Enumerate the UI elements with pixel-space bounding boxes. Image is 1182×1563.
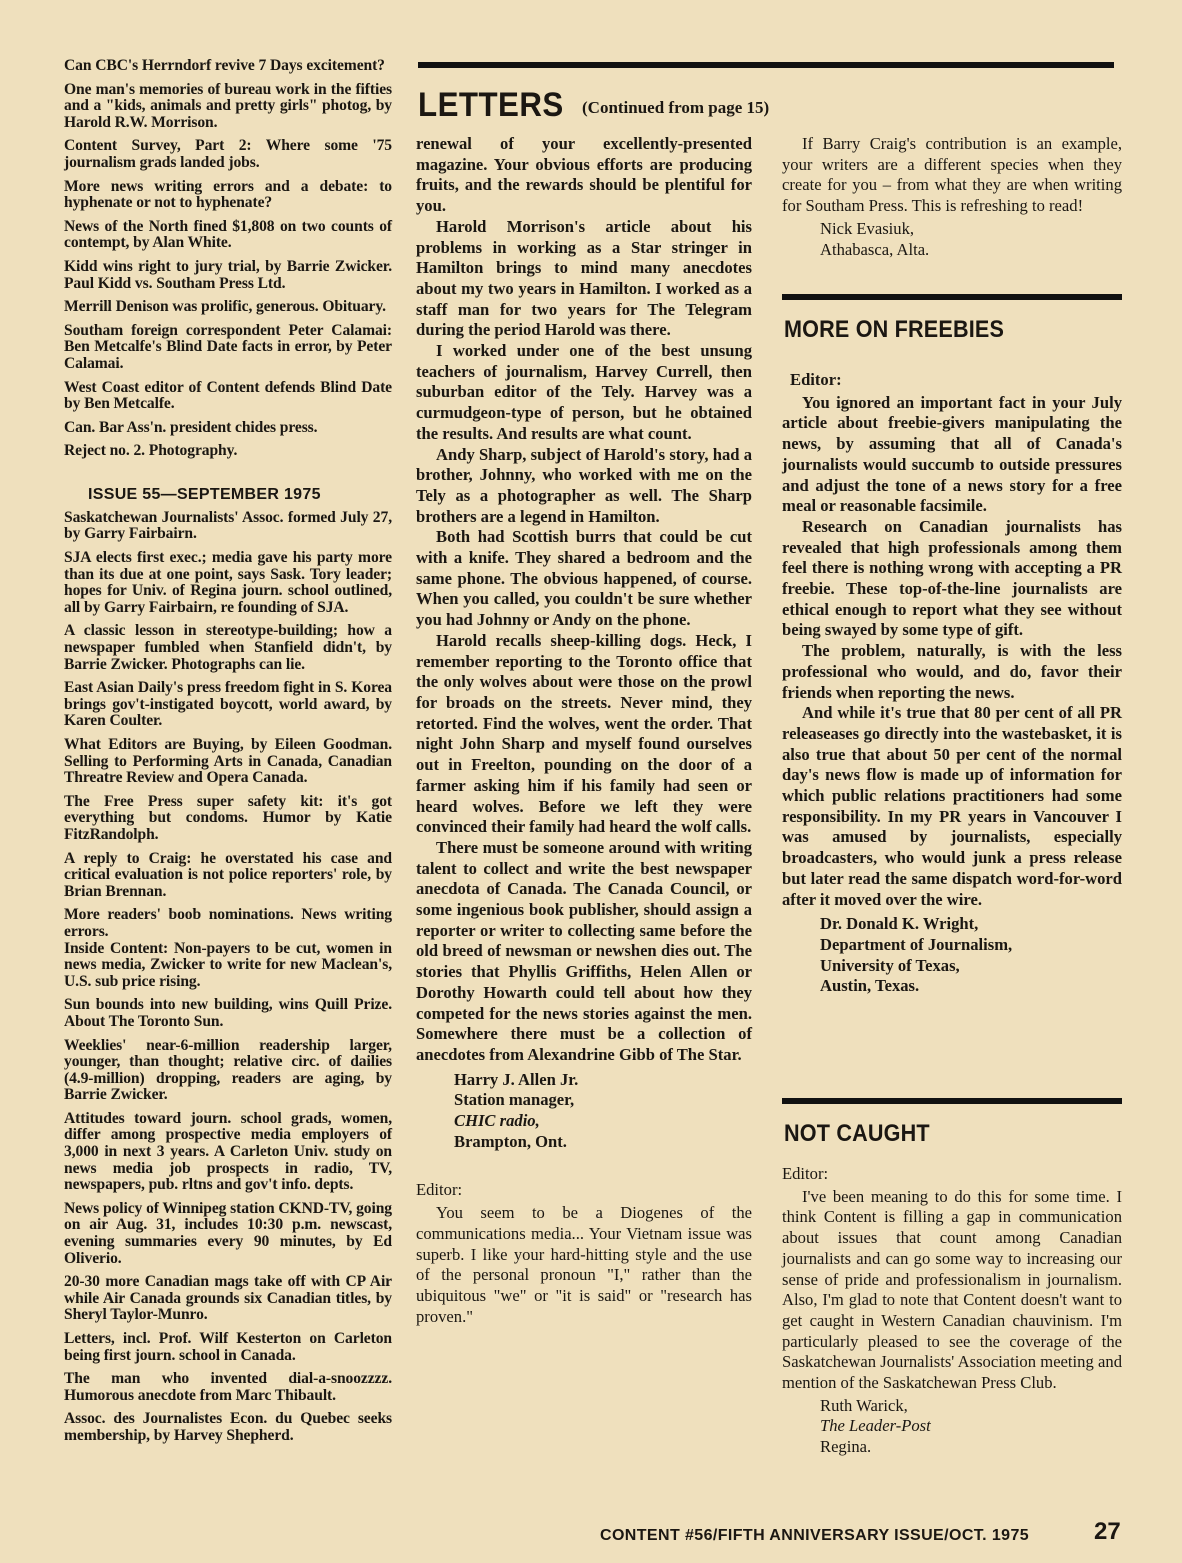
index-item: More news writing errors and a debate: to hyphenate or not to hyphenate? bbox=[64, 177, 392, 212]
index-item: Inside Content: Non-payers to be cut, women in news media, Zwicker to write for new Maclean's, U.S. sub price rising. bbox=[64, 939, 392, 990]
letter-paragraph: renewal of your excellently-presented magazine. Your obvious efforts are producing fruits, and the rewards should be plentiful for you. bbox=[416, 134, 752, 216]
letter-paragraph: And while it's true that 80 per cent of all PR releaseases go directly into the wastebasket, it is also true that about 50 per cent of the normal day's news flow is made up of information for which public relations practitioners had some responsibility. In my PR years in Vancouver I was amused by journalists, especially broadcasters, who would junk a press release but later read the same dispatch word-for-word after it moved over the wire. bbox=[782, 703, 1122, 909]
not-caught-rule bbox=[782, 1098, 1122, 1104]
letter-paragraph: The problem, naturally, is with the less professional who would, and do, favor their friends when reporting the news. bbox=[782, 641, 1122, 702]
index-item: Can. Bar Ass'n. president chides press. bbox=[64, 418, 318, 436]
signature-line: CHIC radio, bbox=[454, 1111, 540, 1131]
index-item: Content Survey, Part 2: Where some '75 journalism grads landed jobs. bbox=[64, 137, 392, 171]
index-item: SJA elects first exec.; media gave his party more than its due at one point, says Sask. Tory leader; hopes for Univ. of Regina journ. school outlined, all by Garry Fairbairn, re founding of SJA. bbox=[64, 549, 392, 616]
page-footer: CONTENT #56/FIFTH ANNIVERSARY ISSUE/OCT. 1975 bbox=[600, 1527, 1030, 1544]
letter-paragraph: You seem to be a Diogenes of the communications media... Your Vietnam issue was superb. I like your hard-hitting style and the use of the personal pronoun "I," rather than the ubiquitous "we" or "it is said" or "research has proven." bbox=[416, 1203, 752, 1326]
index-item: Sun bounds into new building, wins Quill Prize. About The Toronto Sun. bbox=[64, 996, 392, 1030]
signature-line: The Leader-Post bbox=[820, 1416, 931, 1436]
index-item: Southam foreign correspondent Peter Calamai: Ben Metcalfe's Blind Date facts in error, by Peter Calamai. bbox=[64, 321, 392, 372]
signature-line: Dr. Donald K. Wright, bbox=[820, 914, 979, 934]
letter-paragraph: If Barry Craig's contribution is an example, your writers are a different species when they create for you – from what they are when writing for Southam Press. This is refreshing to read! bbox=[782, 134, 1122, 216]
index-item: The Free Press super safety kit: it's got everything but condoms. Humor by Katie FitzRandolph. bbox=[64, 792, 392, 843]
index-item: Reject no. 2. Photography. bbox=[64, 442, 238, 460]
letters-top-rule bbox=[418, 62, 1114, 68]
letter-paragraph: Andy Sharp, subject of Harold's story, had a brother, Johnny, who worked with me on the Tely as a photographer as well. The Sharp brothers are a legend in Hamilton. bbox=[416, 444, 752, 526]
signature-allen bbox=[454, 1070, 752, 1153]
letter-paragraph: Both had Scottish burrs that could be cut with a knife. They shared a bedroom and the same phone. The obvious happened, of course. When you called, you couldn't be sure whether you had Johnny or Andy on the phone. bbox=[416, 527, 752, 630]
signature-line: Brampton, Ont. bbox=[454, 1131, 567, 1151]
letters-middle-column bbox=[416, 134, 752, 1327]
letter-paragraph: Harold recalls sheep-killing dogs. Heck, I remember reporting to the Toronto office that the only wolves about were those on the prowl for broads on the streets. Never mind, they retorted. Find the wolves, went the order. That night John Sharp and myself found ourselves out in Freelton, pounding on the door of a farmer asking him if his family had seen or heard wolves. Before we left they were convinced their family had heard the wolf calls. bbox=[416, 630, 752, 837]
index-item: A reply to Craig: he overstated his case and critical evaluation is not police reporters' role, by Brian Brennan. bbox=[64, 849, 392, 900]
index-item: Weeklies' near-6-million readership larger, younger, than thought; relative circ. of dailies (4.9-million) dropping, readers are aging, by Barrie Zwicker. bbox=[64, 1036, 392, 1104]
letter-paragraph: I've been meaning to do this for some time. I think Content is filling a gap in communication about issues that count among Canadian journalists and can go some way to increasing our sense of pride and professionalism in journalism. Also, I'm glad to note that Content doesn't want to get caught in Western Canadian chauvinism. I'm particularly pleased to see the coverage of the Saskatchewan Journalists' Association meeting and mention of the Saskatchewan Press Club. bbox=[782, 1186, 1122, 1393]
index-item: Assoc. des Journalistes Econ. du Quebec seeks membership, by Harvey Shepherd. bbox=[64, 1410, 392, 1444]
index-item: A classic lesson in stereotype-building; how a newspaper fumbled when Stanfield didn't, by Barrie Zwicker. Photographs can lie. bbox=[64, 622, 392, 673]
signature-line: Nick Evasiuk, bbox=[820, 218, 915, 238]
editor-label: Editor: bbox=[782, 1164, 829, 1183]
index-item: More readers' boob nominations. News writing errors. bbox=[64, 906, 392, 940]
index-item: Can CBC's Herrndorf revive 7 Days excitement? bbox=[64, 57, 385, 74]
index-item: The man who invented dial-a-snoozzzz. Humorous anecdote from Marc Thibault. bbox=[64, 1370, 392, 1404]
index-item: One man's memories of bureau work in the fifties and a "kids, animals and pretty girls" photog, by Harold R.W. Morrison. bbox=[64, 80, 392, 131]
letter-paragraph: Research on Canadian journalists has revealed that high professionals among them feel there is nothing wrong with accepting a PR freebie. These top-of-the-line journalists are ethical enough to report what they see without being swayed by some type of gift. bbox=[782, 516, 1122, 640]
signature-line: Austin, Texas. bbox=[820, 976, 920, 996]
signature-warick bbox=[820, 1396, 1122, 1458]
signature-line: Athabasca, Alta. bbox=[820, 239, 930, 259]
freebies-title: MORE ON FREEBIES bbox=[784, 316, 1005, 343]
index-item: Saskatchewan Journalists' Assoc. formed July 27, by Garry Fairbairn. bbox=[64, 508, 392, 543]
index-item: East Asian Daily's press freedom fight in S. Korea brings gov't-instigated boycott, world award, by Karen Coulter. bbox=[64, 679, 392, 730]
signature-evasiuk bbox=[820, 219, 1122, 260]
editor-label: Editor: bbox=[416, 1180, 463, 1200]
signature-line: University of Texas, bbox=[820, 955, 960, 975]
signature-line: Department of Journalism, bbox=[820, 934, 1013, 954]
signature-line: Station manager, bbox=[454, 1090, 575, 1110]
signature-line: Regina. bbox=[820, 1437, 872, 1457]
letter-paragraph: Harold Morrison's article about his problems in working as a Star stringer in Hamilton brings to mind many anecdotes about my two years in Hamilton. I worked as a staff man for two years for The Telegram during the period Harold was there. bbox=[416, 216, 752, 340]
freebies-rule bbox=[782, 294, 1122, 300]
index-item: 20-30 more Canadian mags take off with CP Air while Air Canada grounds six Canadian titles, by Sheryl Taylor-Munro. bbox=[64, 1273, 392, 1324]
letter-paragraph: I worked under one of the best unsung teachers of journalism, Harvey Currell, then suburban editor of the Tely. Harvey was a curmudgeon-type of person, but he obtained the results. And results are what count. bbox=[416, 341, 752, 443]
signature-wright bbox=[820, 914, 1122, 997]
signature-line: Harry J. Allen Jr. bbox=[454, 1069, 579, 1089]
letter-paragraph: There must be someone around with writing talent to collect and write the best newspaper anecdota of Canada. The Canada Council, or some ingenious book publisher, should assign a reporter or writer to collecting same before the old breed of newsman or newshen dies out. The stories that Phyllis Griffiths, Helen Allen or Dorothy Howarth could tell about how they competed for the news stories against the men. Somewhere there must be a collection of anecdotes from Alexandrine Gibb of The Star. bbox=[416, 837, 752, 1064]
index-item: News of the North fined $1,808 on two counts of contempt, by Alan White. bbox=[64, 217, 392, 252]
page-number: 27 bbox=[1094, 1518, 1121, 1545]
index-item: West Coast editor of Content defends Blind Date by Ben Metcalfe. bbox=[64, 378, 392, 413]
not-caught-title: NOT CAUGHT bbox=[784, 1120, 930, 1147]
index-item: Kidd wins right to jury trial, by Barrie Zwicker. Paul Kidd vs. Southam Press Ltd. bbox=[64, 257, 392, 292]
index-item: What Editors are Buying, by Eileen Goodman. Selling to Performing Arts in Canada, Canadian Threatre Review and Opera Canada. bbox=[64, 736, 392, 787]
letters-right-column bbox=[782, 134, 1122, 260]
index-item: News policy of Winnipeg station CKND-TV, going on air Aug. 31, includes 10:30 p.m. newscast, evening summaries every 90 minutes, by Ed Oliverio. bbox=[64, 1199, 392, 1267]
freebies-section bbox=[782, 316, 1122, 997]
letters-title: LETTERS bbox=[418, 86, 564, 124]
editor-label: Editor: bbox=[790, 370, 842, 389]
index-item: Letters, incl. Prof. Wilf Kesterton on Carleton being first journ. school in Canada. bbox=[64, 1330, 392, 1364]
issue-index-column bbox=[64, 58, 392, 1452]
letter-paragraph: You ignored an important fact in your July article about freebie-givers manipulating the news, by assuming that all of Canada's journalists would succumb to outside pressures and adjust the tone of a news story for a free meal or reasonable facsimile. bbox=[782, 392, 1122, 516]
issue-heading: ISSUE 55—SEPTEMBER 1975 bbox=[88, 485, 321, 503]
not-caught-section bbox=[782, 1120, 1122, 1458]
continued-note: (Continued from page 15) bbox=[582, 98, 770, 117]
index-item: Attitudes toward journ. school grads, women, differ among prospective media employers of 3,000 in next 3 years. A Carleton Univ. study on news media job prospects in radio, TV, newspapers, pub. rltns and gov't info. depts. bbox=[64, 1109, 392, 1194]
index-item: Merrill Denison was prolific, generous. Obituary. bbox=[64, 298, 386, 316]
signature-line: Ruth Warick, bbox=[820, 1395, 908, 1415]
